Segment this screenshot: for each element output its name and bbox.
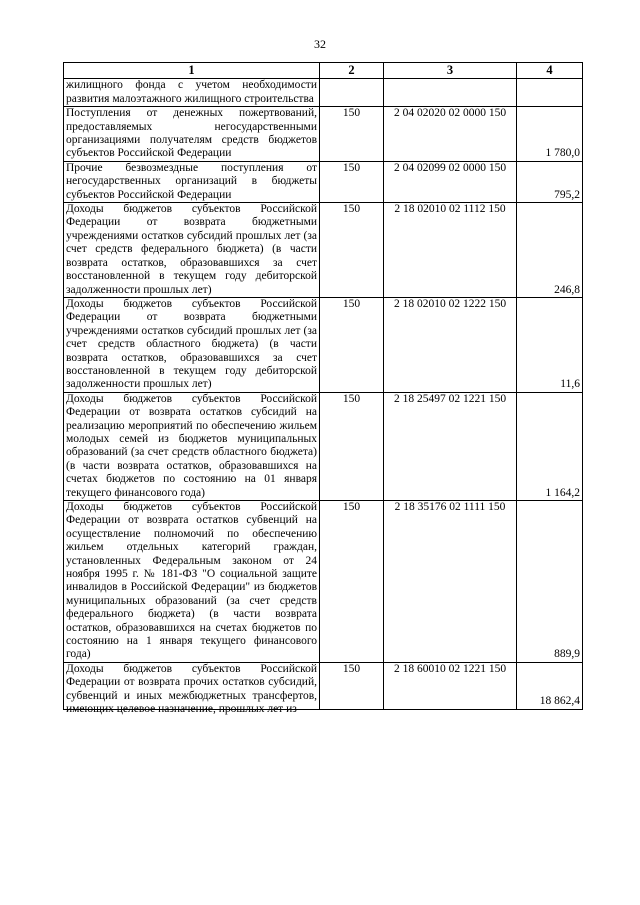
amount: 1 164,2 — [517, 392, 583, 500]
admin-code — [320, 79, 384, 107]
amount: 889,9 — [517, 501, 583, 663]
table-row — [64, 107, 583, 162]
column-header: 3 — [384, 63, 517, 79]
admin-code: 150 — [320, 203, 384, 298]
table-row — [64, 297, 583, 392]
revenue-description: жилищного фонда с учетом необходимости развития малоэтажного жилищного строительства — [64, 79, 320, 107]
revenue-description: Прочие безвозмездные поступления от негосударственных организаций в бюджеты субъектов Российской Федерации — [64, 161, 320, 202]
revenue-description: Доходы бюджетов субъектов Российской Федерации от возврата остатков субвенций на осуществление полномочий по обеспечению жильем отдельных категорий граждан, установленных Федеральным законом от 24 ноября 1995 г. № 181-ФЗ "О социальной защите инвалидов в Российской Федерации" из бюджетов муниципальных образований (за счет средств федерального бюджета) (в части возврата остатков, образовавшихся на счетах бюджетов по состоянию на 1 января текущего финансового года) — [64, 501, 320, 663]
budget-classification-code: 2 18 25497 02 1221 150 — [384, 392, 517, 500]
amount: 1 780,0 — [517, 107, 583, 162]
budget-classification-code: 2 18 02010 02 1112 150 — [384, 203, 517, 298]
budget-classification-code: 2 18 60010 02 1221 150 — [384, 662, 517, 709]
table-row — [64, 161, 583, 202]
column-header: 2 — [320, 63, 384, 79]
page-number: 32 — [314, 37, 326, 51]
admin-code: 150 — [320, 161, 384, 202]
admin-code: 150 — [320, 107, 384, 162]
table-row — [64, 501, 583, 663]
budget-classification-code: 2 18 35176 02 1111 150 — [384, 501, 517, 663]
revenue-description — [64, 662, 320, 716]
budget-classification-code: 2 18 02010 02 1222 150 — [384, 297, 517, 392]
budget-classification-code: 2 04 02099 02 0000 150 — [384, 161, 517, 202]
table-row — [64, 203, 583, 298]
amount: 11,6 — [517, 297, 583, 392]
column-header: 4 — [517, 63, 583, 79]
revenue-description: Поступления от денежных пожертвований, предоставляемых негосударственными организациями получателям средств бюджетов субъектов Российской Федерации — [64, 107, 320, 162]
table-row — [64, 662, 583, 709]
table-row — [64, 392, 583, 500]
revenue-description: Доходы бюджетов субъектов Российской Федерации от возврата бюджетными учреждениями остатков субсидий прошлых лет (за счет средств областного бюджета) (в части возврата остатков, образовавшихся за счет восстановленной в текущем году дебиторской задолженности прошлых лет) — [64, 297, 320, 392]
amount: 246,8 — [517, 203, 583, 298]
table-row — [64, 79, 583, 107]
revenue-description: Доходы бюджетов субъектов Российской Федерации от возврата остатков субсидий на реализацию мероприятий по обеспечению жильем молодых семей из бюджетов муниципальных образований (за счет средств областного бюджета) (в части возврата остатков, образовавшихся на счетах бюджетов по состоянию на 01 января текущего финансового года) — [64, 392, 320, 500]
admin-code: 150 — [320, 297, 384, 392]
column-header: 1 — [64, 63, 320, 79]
admin-code: 150 — [320, 662, 384, 709]
amount — [517, 79, 583, 107]
budget-revenue-table — [63, 62, 583, 716]
amount: 18 862,4 — [517, 662, 583, 709]
admin-code: 150 — [320, 501, 384, 663]
revenue-description: Доходы бюджетов субъектов Российской Федерации от возврата бюджетными учреждениями остатков субсидий прошлых лет (за счет средств федерального бюджета) (в части возврата остатков, образовавшихся за счет восстановленной в текущем году дебиторской задолженности прошлых лет) — [64, 203, 320, 298]
budget-classification-code — [384, 79, 517, 107]
revenue-description-text: Доходы бюджетов субъектов Российской Федерации от возврата прочих остатков субсидий, субвенций и иных межбюджетных трансфертов, имеющих целевое назначение, прошлых лет из — [66, 662, 317, 716]
table-header-row — [64, 63, 583, 79]
amount: 795,2 — [517, 161, 583, 202]
budget-classification-code: 2 04 02020 02 0000 150 — [384, 107, 517, 162]
admin-code: 150 — [320, 392, 384, 500]
